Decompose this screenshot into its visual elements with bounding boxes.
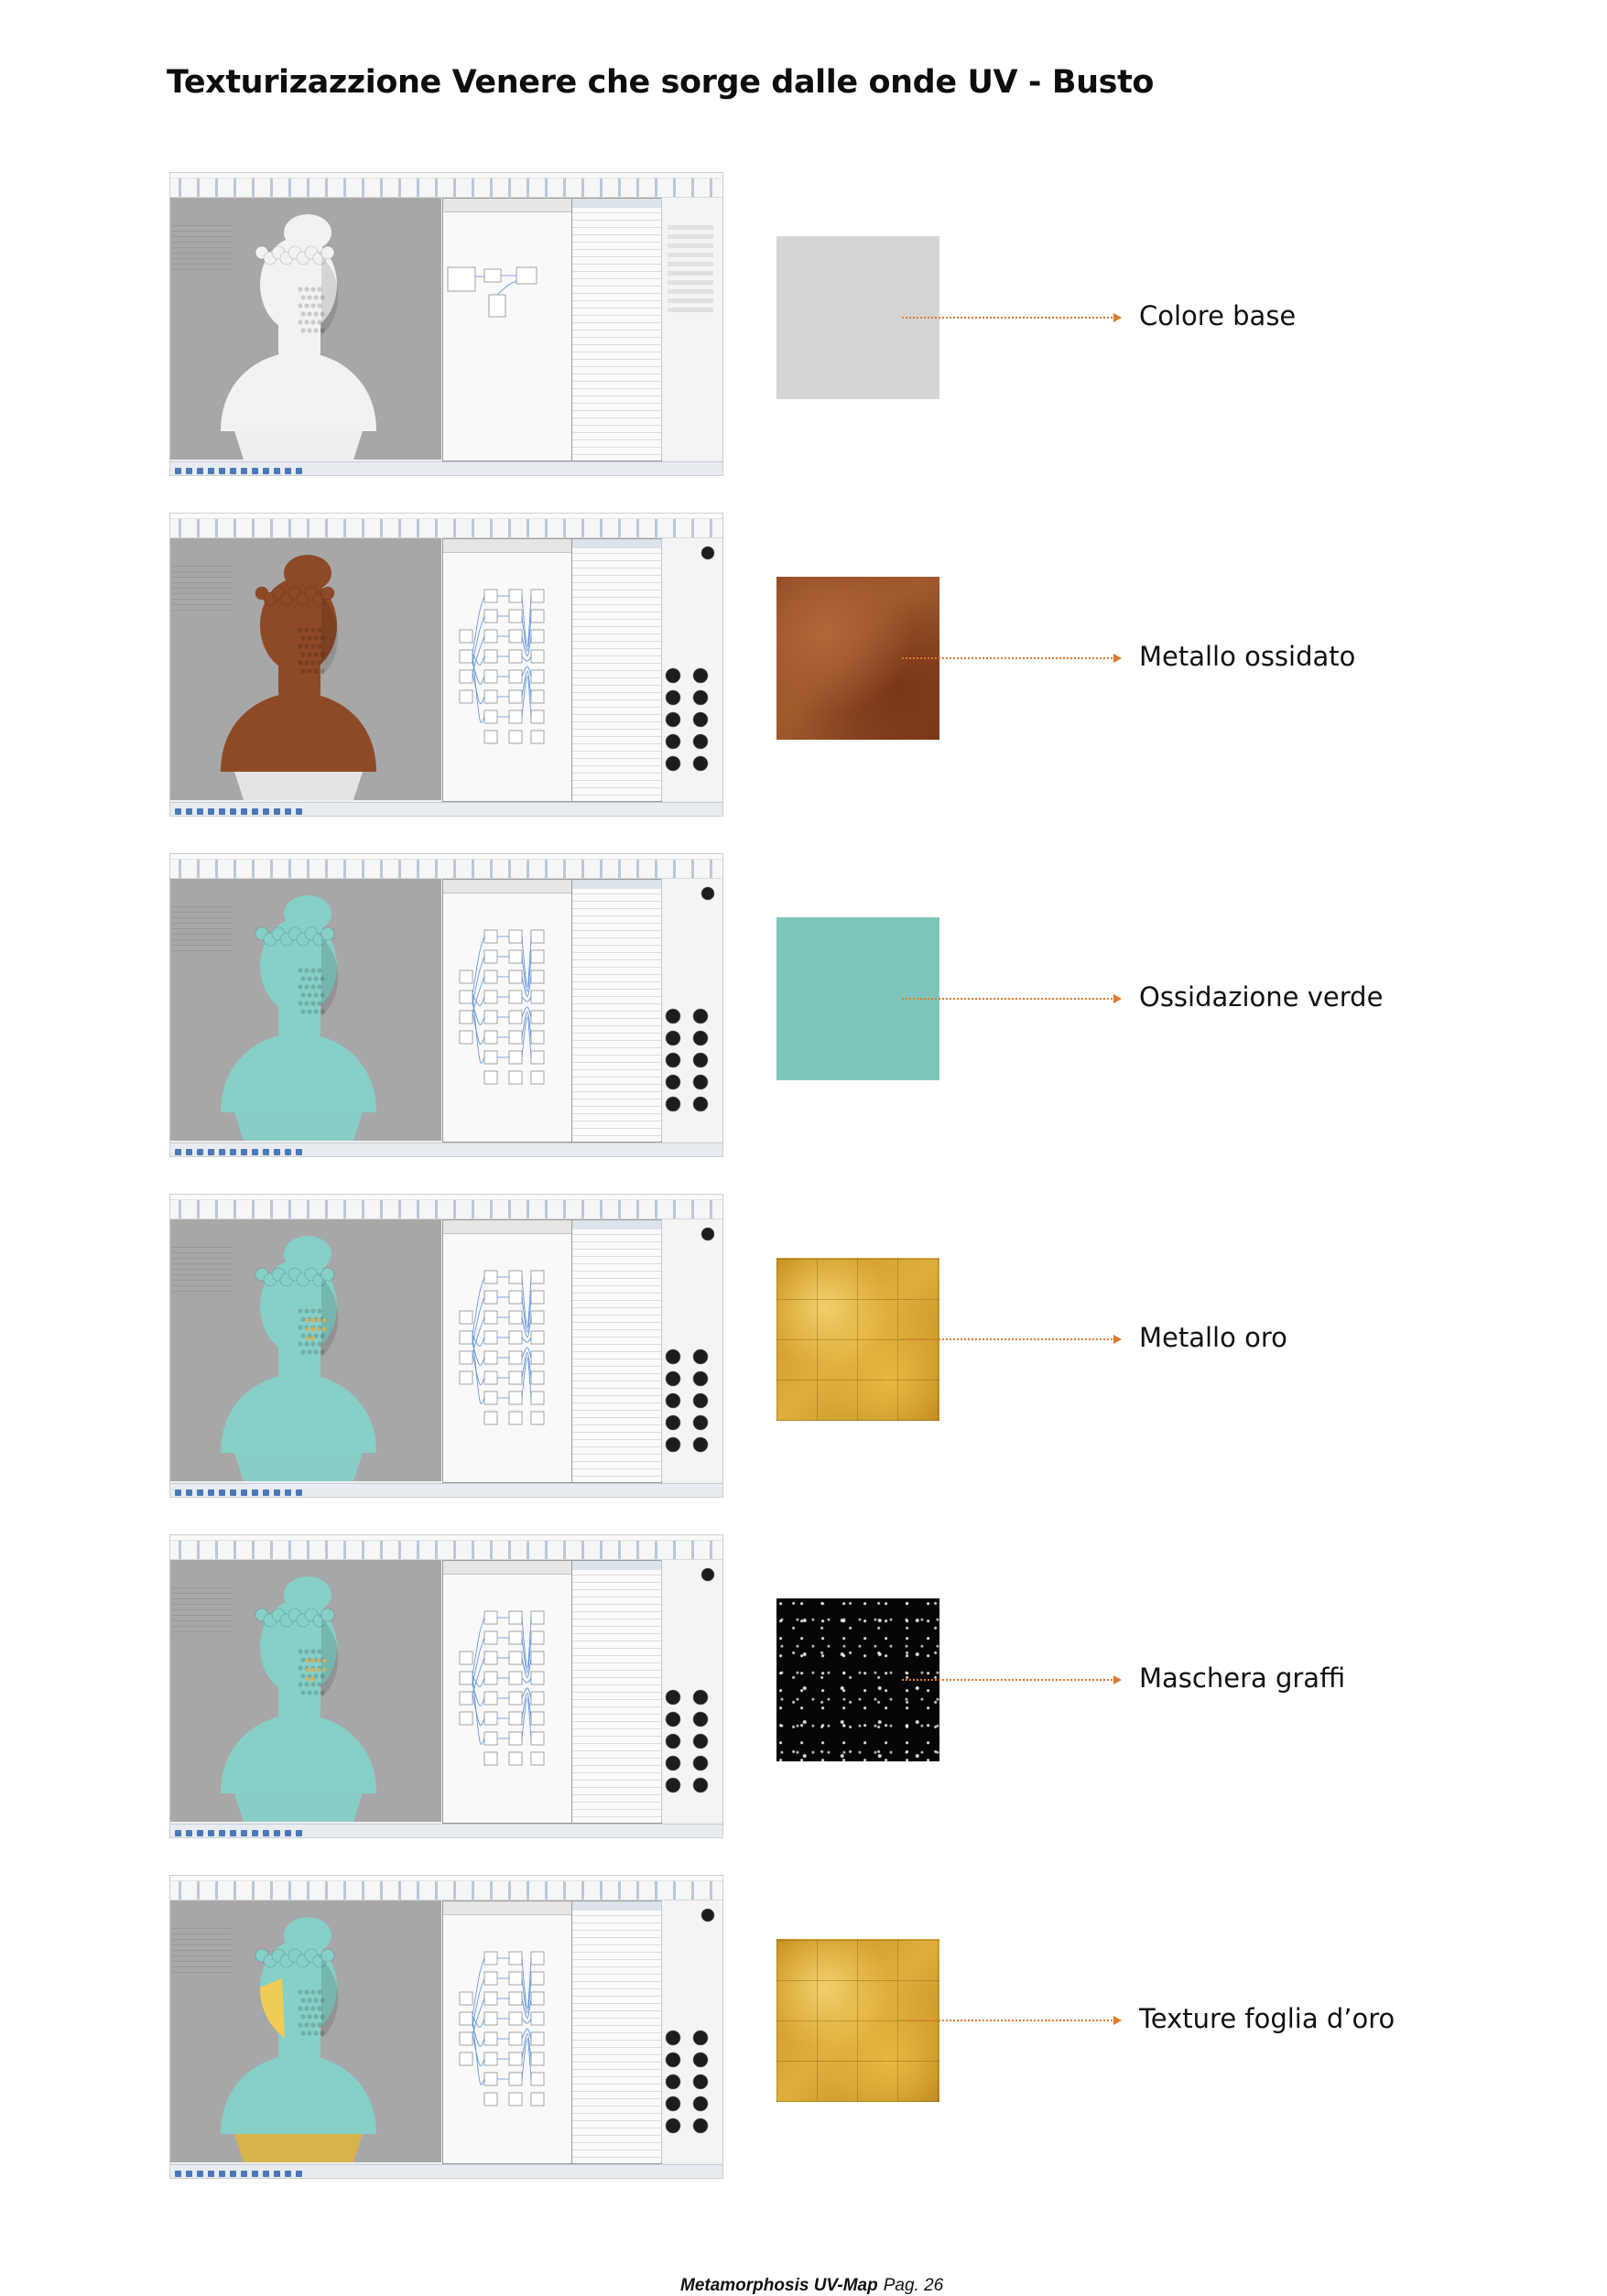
- texture-label: Ossidazione verde: [1139, 981, 1384, 1013]
- page-footer: [680, 2276, 943, 2296]
- os-taskbar: [170, 1143, 722, 1156]
- dotted-arrow-icon: [902, 657, 1114, 659]
- taskbar-app-icon: [219, 2171, 225, 2177]
- os-taskbar: [170, 802, 722, 816]
- taskbar-app-icon: [285, 2171, 291, 2177]
- taskbar-app-icon: [230, 468, 236, 474]
- app-ribbon: [170, 179, 722, 198]
- taskbar-app-icon: [241, 468, 247, 474]
- taskbar-app-icon: [285, 1149, 291, 1155]
- node-graph-icon: [443, 1575, 571, 1824]
- software-screenshot: [169, 853, 723, 1157]
- material-swatch-list: [662, 198, 722, 460]
- taskbar-app-icon: [186, 1830, 192, 1836]
- properties-panel: [571, 198, 662, 461]
- footer-brand: Metamorphosis UV-Map: [680, 2276, 878, 2295]
- taskbar-app-icon: [241, 808, 247, 815]
- taskbar-app-icon: [263, 468, 269, 474]
- taskbar-app-icon: [296, 1489, 302, 1496]
- taskbar-app-icon: [296, 808, 302, 815]
- os-taskbar: [170, 2164, 722, 2178]
- taskbar-app-icon: [230, 1149, 236, 1155]
- materials-panel: [661, 198, 722, 460]
- os-taskbar: [170, 1824, 722, 1837]
- material-swatch-list: [662, 1560, 722, 1822]
- taskbar-app-icon: [186, 468, 192, 474]
- taskbar-app-icon: [197, 808, 203, 815]
- taskbar-app-icon: [252, 2171, 258, 2177]
- taskbar-app-icon: [274, 468, 280, 474]
- node-graph-panel: [442, 538, 572, 802]
- 3d-viewport: [170, 538, 441, 800]
- taskbar-app-icon: [208, 808, 214, 815]
- taskbar-app-icon: [197, 2171, 203, 2177]
- 3d-viewport: [170, 1901, 441, 2162]
- taskbar-app-icon: [175, 808, 181, 815]
- taskbar-app-icon: [274, 1149, 280, 1155]
- taskbar-app-icon: [175, 1149, 181, 1155]
- texture-label: Colore base: [1139, 300, 1297, 331]
- taskbar-app-icon: [230, 1489, 236, 1496]
- 3d-viewport: [170, 1560, 441, 1822]
- node-graph-panel: [442, 1219, 572, 1483]
- properties-header: [572, 199, 661, 208]
- taskbar-app-icon: [230, 1830, 236, 1836]
- taskbar-app-icon: [274, 1489, 280, 1496]
- properties-header: [572, 1561, 661, 1570]
- material-swatch-list: [662, 879, 722, 1141]
- taskbar-app-icon: [274, 2171, 280, 2177]
- app-ribbon: [170, 1541, 722, 1560]
- taskbar-app-icon: [252, 808, 258, 815]
- dotted-arrow-icon: [902, 2020, 1114, 2021]
- taskbar-app-icon: [197, 1489, 203, 1496]
- taskbar-app-icon: [186, 1149, 192, 1155]
- taskbar-app-icon: [197, 1149, 203, 1155]
- os-taskbar: [170, 1483, 722, 1497]
- taskbar-app-icon: [186, 2171, 192, 2177]
- materials-panel: [661, 879, 722, 1141]
- taskbar-app-icon: [296, 2171, 302, 2177]
- taskbar-app-icon: [230, 808, 236, 815]
- properties-panel: [571, 538, 662, 802]
- node-graph-panel: [442, 1560, 572, 1824]
- taskbar-app-icon: [263, 2171, 269, 2177]
- software-screenshot: [169, 513, 723, 817]
- taskbar-app-icon: [175, 468, 181, 474]
- taskbar-app-icon: [274, 1830, 280, 1836]
- app-ribbon: [170, 1200, 722, 1219]
- taskbar-app-icon: [186, 1489, 192, 1496]
- material-swatch-list: [662, 538, 722, 800]
- taskbar-app-icon: [186, 808, 192, 815]
- taskbar-app-icon: [285, 1830, 291, 1836]
- taskbar-app-icon: [241, 1830, 247, 1836]
- materials-panel: [661, 538, 722, 800]
- scene-stats: [172, 906, 233, 952]
- node-graph-header: [443, 1220, 571, 1234]
- scene-stats: [172, 1587, 233, 1633]
- node-graph-header: [443, 1561, 571, 1575]
- taskbar-app-icon: [208, 1830, 214, 1836]
- materials-panel: [661, 1901, 722, 2162]
- materials-panel: [661, 1560, 722, 1822]
- node-graph-icon: [443, 1915, 571, 2164]
- taskbar-app-icon: [274, 808, 280, 815]
- taskbar-app-icon: [230, 2171, 236, 2177]
- texture-step-row: [0, 513, 1607, 824]
- node-graph-panel: [442, 879, 572, 1143]
- taskbar-app-icon: [263, 1149, 269, 1155]
- scene-stats: [172, 225, 233, 271]
- properties-header: [572, 539, 661, 548]
- node-graph-panel: [442, 198, 572, 461]
- software-screenshot: [169, 172, 723, 476]
- taskbar-app-icon: [296, 468, 302, 474]
- scene-stats: [172, 1928, 233, 1974]
- footer-page-number: Pag. 26: [883, 2276, 944, 2295]
- dotted-arrow-icon: [902, 1338, 1114, 1340]
- texture-label: Metallo ossidato: [1139, 641, 1356, 672]
- dotted-arrow-icon: [902, 1679, 1114, 1681]
- texture-step-row: [0, 1534, 1607, 1846]
- taskbar-app-icon: [285, 808, 291, 815]
- taskbar-app-icon: [285, 468, 291, 474]
- dotted-arrow-icon: [902, 998, 1114, 1000]
- app-ribbon: [170, 1881, 722, 1901]
- properties-panel: [571, 1560, 662, 1824]
- taskbar-app-icon: [208, 2171, 214, 2177]
- taskbar-app-icon: [296, 1149, 302, 1155]
- properties-panel: [571, 879, 662, 1143]
- node-graph-header: [443, 880, 571, 893]
- app-ribbon: [170, 860, 722, 879]
- taskbar-app-icon: [219, 468, 225, 474]
- taskbar-app-icon: [175, 2171, 181, 2177]
- dotted-arrow-icon: [902, 317, 1114, 319]
- software-screenshot: [169, 1194, 723, 1498]
- material-swatch-list: [662, 1901, 722, 2162]
- node-graph-icon: [443, 553, 571, 802]
- taskbar-app-icon: [252, 468, 258, 474]
- node-graph-icon: [443, 1234, 571, 1483]
- texture-step-row: [0, 853, 1607, 1164]
- taskbar-app-icon: [175, 1830, 181, 1836]
- taskbar-app-icon: [241, 2171, 247, 2177]
- texture-label: Maschera graffi: [1139, 1662, 1346, 1694]
- properties-header: [572, 1220, 661, 1229]
- node-graph-icon: [443, 212, 571, 461]
- software-screenshot: [169, 1875, 723, 2179]
- taskbar-app-icon: [219, 1489, 225, 1496]
- properties-panel: [571, 1219, 662, 1483]
- properties-panel: [571, 1901, 662, 2164]
- taskbar-app-icon: [219, 808, 225, 815]
- software-screenshot: [169, 1534, 723, 1838]
- taskbar-app-icon: [241, 1149, 247, 1155]
- scene-stats: [172, 566, 233, 612]
- taskbar-app-icon: [252, 1149, 258, 1155]
- properties-header: [572, 1901, 661, 1911]
- taskbar-app-icon: [219, 1149, 225, 1155]
- node-graph-header: [443, 1901, 571, 1915]
- texture-label: Texture foglia d’oro: [1139, 2003, 1395, 2034]
- taskbar-app-icon: [285, 1489, 291, 1496]
- taskbar-app-icon: [263, 1489, 269, 1496]
- material-swatch-list: [662, 1219, 722, 1481]
- taskbar-app-icon: [197, 468, 203, 474]
- properties-header: [572, 880, 661, 889]
- node-graph-header: [443, 539, 571, 553]
- texture-step-row: [0, 1194, 1607, 1505]
- texture-label: Metallo oro: [1139, 1322, 1287, 1353]
- app-ribbon: [170, 519, 722, 538]
- node-graph-icon: [443, 893, 571, 1143]
- 3d-viewport: [170, 879, 441, 1141]
- 3d-viewport: [170, 198, 441, 460]
- materials-panel: [661, 1219, 722, 1481]
- taskbar-app-icon: [208, 1149, 214, 1155]
- node-graph-panel: [442, 1901, 572, 2164]
- taskbar-app-icon: [252, 1830, 258, 1836]
- taskbar-app-icon: [208, 468, 214, 474]
- taskbar-app-icon: [219, 1830, 225, 1836]
- taskbar-app-icon: [197, 1830, 203, 1836]
- taskbar-app-icon: [241, 1489, 247, 1496]
- texture-step-row: [0, 1875, 1607, 2186]
- scene-stats: [172, 1247, 233, 1293]
- taskbar-app-icon: [296, 1830, 302, 1836]
- 3d-viewport: [170, 1219, 441, 1481]
- taskbar-app-icon: [208, 1489, 214, 1496]
- node-graph-header: [443, 199, 571, 212]
- texture-step-row: [0, 172, 1607, 483]
- taskbar-app-icon: [175, 1489, 181, 1496]
- taskbar-app-icon: [252, 1489, 258, 1496]
- taskbar-app-icon: [263, 1830, 269, 1836]
- os-taskbar: [170, 461, 722, 475]
- page-title: Texturizazzione Venere che sorge dalle onde UV - Busto: [167, 64, 1155, 101]
- taskbar-app-icon: [263, 808, 269, 815]
